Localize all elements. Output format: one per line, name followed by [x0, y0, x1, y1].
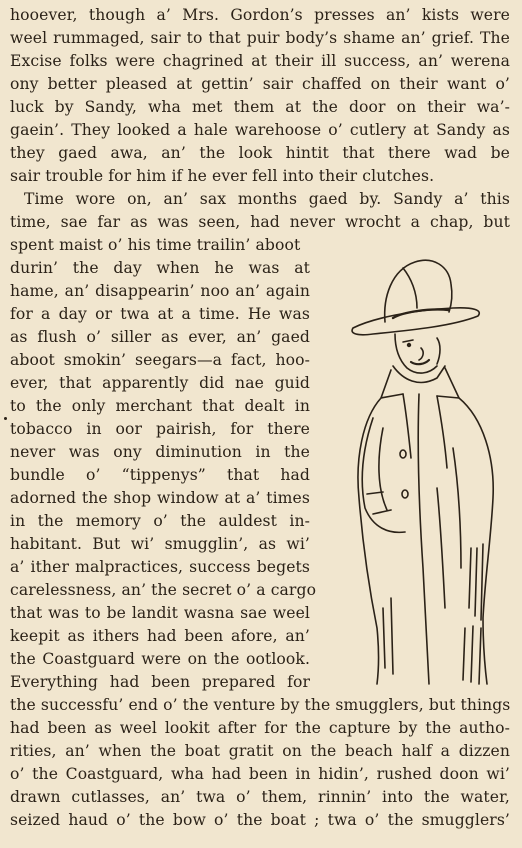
text-line: Time wore on, an’ sax months gaed by. Sandy a’ this	[24, 190, 510, 208]
text-line: habitant. But wi’ smugglin’, as wi’	[10, 535, 310, 553]
text-line: drawn cutlasses, an’ twa o’ them, rinnin’ into the water,	[10, 788, 510, 806]
text-line: a’ ither malpractices, success begets	[10, 558, 310, 576]
text-line: for a day or twa at a time. He was	[10, 305, 310, 323]
text-line: bundle o’ “tippenys” that had	[10, 466, 310, 484]
text-line: seized haud o’ the bow o’ the boat ; twa o’ the smugglers’	[10, 811, 510, 829]
smuggler-illustration	[333, 248, 513, 688]
text-line: luck by Sandy, wha met them at the door on their wa’-	[10, 98, 510, 116]
text-line: gaein’. They looked a hale warehoose o’ cutlery at Sandy as	[10, 121, 510, 139]
text-line: time, sae far as was seen, had never wrocht a chap, but	[10, 213, 510, 231]
text-line: in the memory o’ the auldest in-	[10, 512, 310, 530]
text-line: spent maist o’ his time trailin’ aboot	[10, 236, 301, 254]
text-line: the successfu’ end o’ the venture by the smugglers, but things	[10, 696, 511, 714]
text-line: that was to be landit wasna sae weel	[10, 604, 310, 622]
text-line: had been as weel lookit after for the capture by the autho-	[10, 719, 510, 737]
text-line: tobacco in oor pairish, for there	[10, 420, 310, 438]
text-line: Excise folks were chagrined at their ill success, an’ werena	[10, 52, 510, 70]
text-line: rities, an’ when the boat gratit on the beach half a dizzen	[10, 742, 510, 760]
text-line: the Coastguard were on the ootlook.	[10, 650, 310, 668]
text-line: ony better pleased at gettin’ sair chaffed on their want o’	[10, 75, 510, 93]
text-line: o’ the Coastguard, wha had been in hidin’, rushed doon wi’	[10, 765, 510, 783]
text-line: they gaed awa, an’ the look hintit that there wad be	[10, 144, 510, 162]
margin-mark	[4, 417, 7, 420]
text-line: sair trouble for him if he ever fell into their clutches.	[10, 167, 435, 185]
text-line: Everything had been prepared for	[10, 673, 310, 691]
text-line: keepit as ithers had been afore, an’	[10, 627, 310, 645]
text-line: weel rummaged, sair to that puir body’s shame an’ grief. The	[10, 29, 510, 47]
text-line: hame, an’ disappearin’ noo an’ again	[10, 282, 310, 300]
text-line: as flush o’ siller as ever, an’ gaed	[10, 328, 310, 346]
text-line: hooever, though a’ Mrs. Gordon’s presses an’ kists were	[10, 6, 510, 24]
text-line: adorned the shop window at a’ times	[10, 489, 310, 507]
text-line: carelessness, an’ the secret o’ a cargo	[10, 581, 317, 599]
text-line: aboot smokin’ seegars—a fact, hoo-	[10, 351, 310, 369]
text-line: never was ony diminution in the	[10, 443, 310, 461]
text-line: to the only merchant that dealt in	[10, 397, 310, 415]
text-line: durin’ the day when he was at	[10, 259, 310, 277]
text-line: ever, that apparently did nae guid	[10, 374, 310, 392]
